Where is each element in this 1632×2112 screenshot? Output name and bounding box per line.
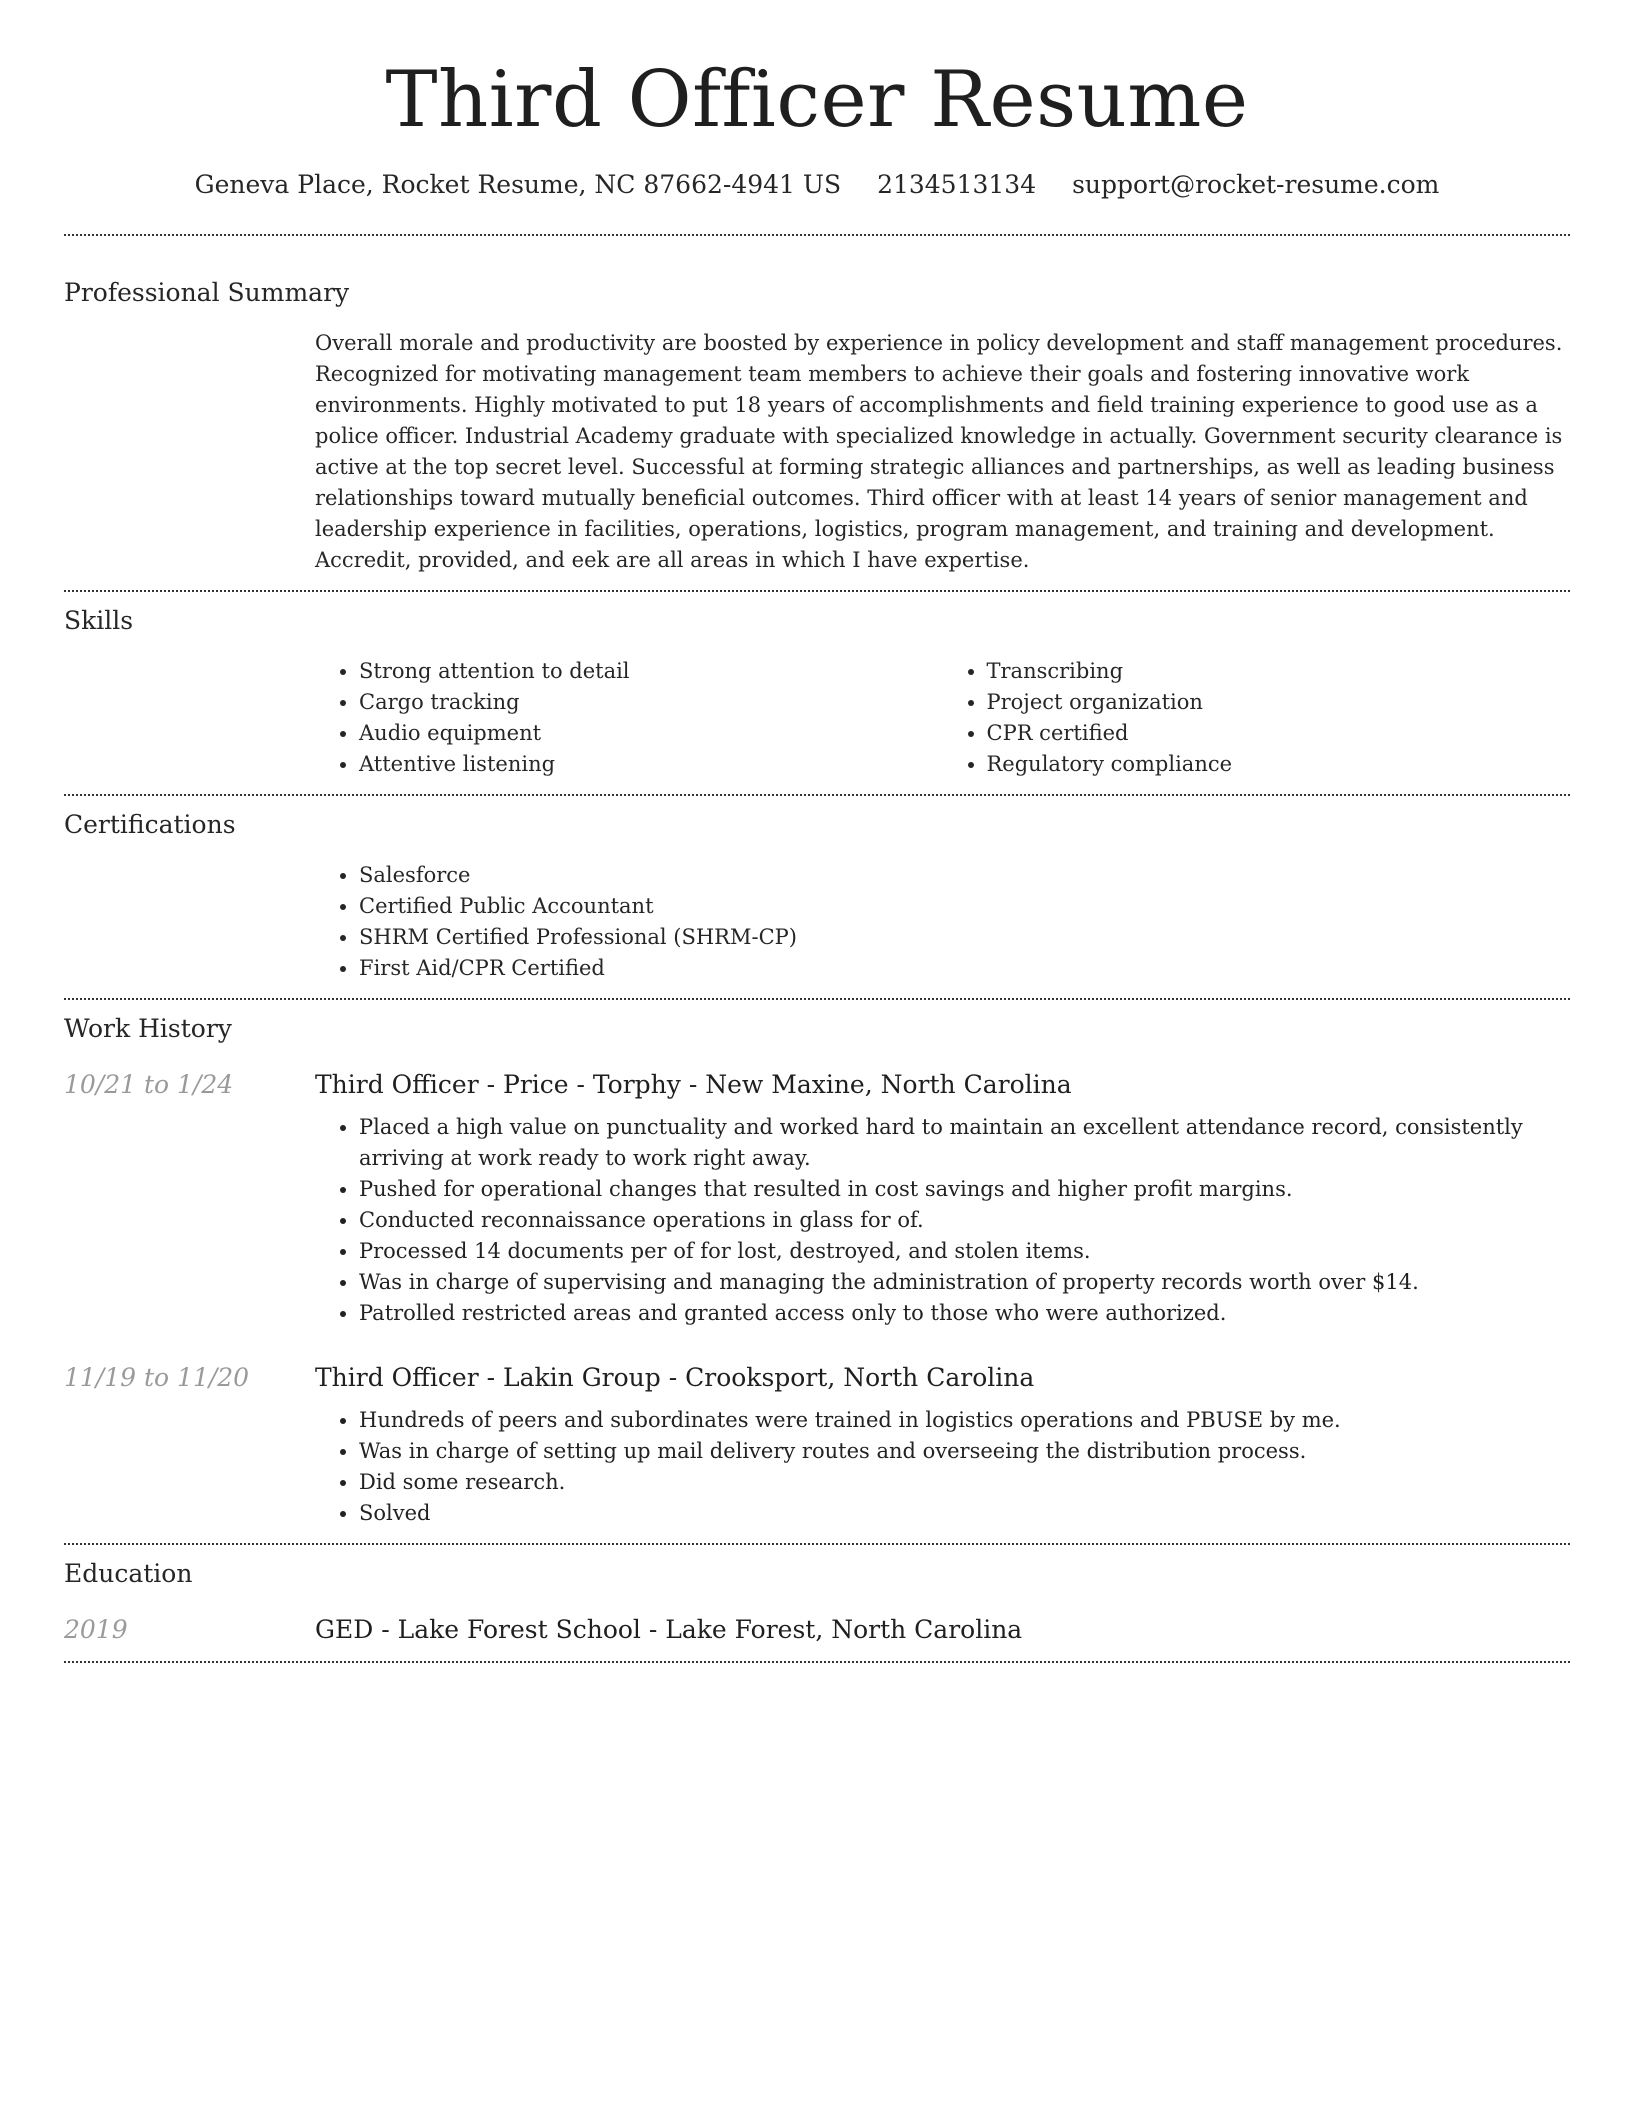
certification-item: • Salesforce — [359, 860, 1570, 891]
job-bullet: • Was in charge of setting up mail delivery routes and overseeing the distribution process. — [359, 1436, 1570, 1467]
job-bullet: • Patrolled restricted areas and granted access only to those who were authorized. — [359, 1298, 1570, 1329]
resume-title: Third Officer Resume — [385, 55, 1249, 145]
job-bullets — [315, 1112, 1570, 1329]
certifications-heading: Certifications — [64, 810, 236, 839]
education-section — [64, 1545, 1570, 1661]
certifications-list-wrap — [315, 860, 1570, 984]
summary-heading: Professional Summary — [64, 278, 350, 307]
job-body — [315, 1068, 1570, 1329]
certification-item: • Certified Public Accountant — [359, 891, 1570, 922]
job-entry — [64, 1361, 1570, 1529]
education-entry — [64, 1613, 1570, 1647]
skill-item: • Transcribing — [987, 656, 1571, 687]
job-bullet: • Processed 14 documents per of for lost, destroyed, and stolen items. — [359, 1236, 1570, 1267]
certification-item: • First Aid/CPR Certified — [359, 953, 1570, 984]
job-title: Third Officer - Price - Torphy - New Maxine, North Carolina — [315, 1070, 1072, 1099]
job-bullet: • Pushed for operational changes that resulted in cost savings and higher profit margins. — [359, 1174, 1570, 1205]
job-bullet: • Solved — [359, 1498, 1570, 1529]
education-degree: GED - Lake Forest School - Lake Forest, North Carolina — [315, 1615, 1023, 1644]
job-dates: 10/21 to 1/24 — [64, 1070, 234, 1099]
skill-item: • Regulatory compliance — [987, 749, 1571, 780]
skills-list-left — [315, 656, 943, 780]
job-bullets — [315, 1405, 1570, 1529]
skill-item: • CPR certified — [987, 718, 1571, 749]
work-history-heading: Work History — [64, 1014, 232, 1043]
job-body — [315, 1361, 1570, 1529]
job-bullet: • Was in charge of supervising and managing the administration of property records worth over $14. — [359, 1267, 1570, 1298]
job-title: Third Officer - Lakin Group - Crooksport, North Carolina — [315, 1363, 1035, 1392]
education-body — [315, 1613, 1570, 1647]
resume-page — [64, 0, 1570, 1663]
summary-text: Overall morale and productivity are boosted by experience in policy development and staff management procedures. Recognized for motivating management team members to achieve their goals and fostering innovative work environments. Highly motivated to put 18 years of accomplishments and field training experience to good use as a police officer. Industrial Academy graduate with specialized knowledge in actually. Government security clearance is active at the top secret level. Successful at forming strategic alliances and partnerships, as well as leading business relationships toward mutually beneficial outcomes. Third officer with at least 14 years of senior management and leadership experience in facilities, operations, logistics, program management, and training and development. Accredit, provided, and eek are all areas in which I have expertise. — [315, 331, 1563, 572]
skills-grid — [315, 656, 1570, 780]
job-bullet: • Conducted reconnaissance operations in glass for of. — [359, 1205, 1570, 1236]
contact-line — [64, 168, 1570, 202]
skill-item: • Project organization — [987, 687, 1571, 718]
certifications-list — [315, 860, 1570, 984]
contact-phone: 2134513134 — [877, 170, 1037, 199]
skill-item: • Audio equipment — [359, 718, 943, 749]
skill-item: • Cargo tracking — [359, 687, 943, 718]
skills-heading: Skills — [64, 606, 134, 635]
job-bullet: • Did some research. — [359, 1467, 1570, 1498]
job-dates: 11/19 to 11/20 — [64, 1363, 250, 1392]
education-year: 2019 — [64, 1615, 128, 1644]
skill-item: • Strong attention to detail — [359, 656, 943, 687]
job-entry — [64, 1068, 1570, 1329]
skill-item: • Attentive listening — [359, 749, 943, 780]
summary-section — [64, 236, 1570, 590]
work-history-section — [64, 1000, 1570, 1543]
education-heading: Education — [64, 1559, 193, 1588]
certifications-section — [64, 796, 1570, 998]
job-bullet: • Placed a high value on punctuality and worked hard to maintain an excellent attendance record, consistently arriving at work ready to work right away. — [359, 1112, 1570, 1174]
job-bullet: • Hundreds of peers and subordinates were trained in logistics operations and PBUSE by me. — [359, 1405, 1570, 1436]
certification-item: • SHRM Certified Professional (SHRM-CP) — [359, 922, 1570, 953]
skills-section — [64, 592, 1570, 794]
contact-address: Geneva Place, Rocket Resume, NC 87662-4941 US — [194, 170, 842, 199]
skills-list-right — [943, 656, 1571, 780]
section-divider — [64, 1661, 1570, 1663]
contact-email: support@rocket-resume.com — [1072, 170, 1440, 199]
